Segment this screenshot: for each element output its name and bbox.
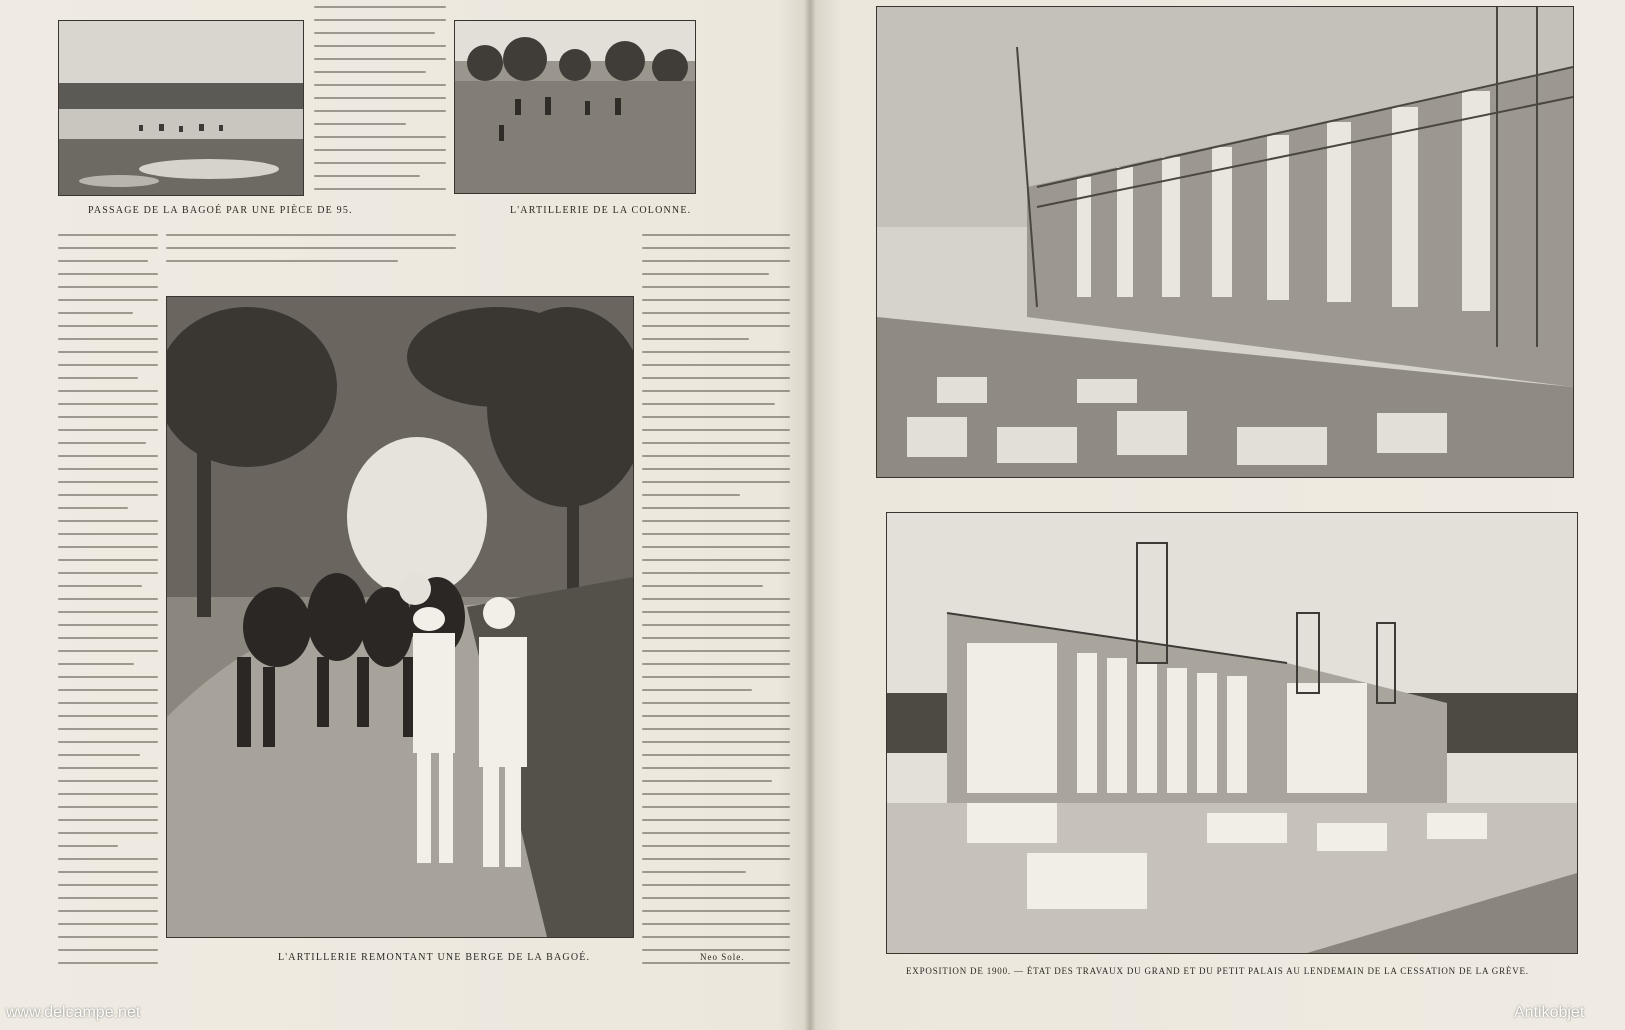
photo-river-crossing: [58, 20, 304, 196]
photo-petit-palais-construction: [886, 512, 1578, 954]
caption-artillery-riverbank: L'ARTILLERIE REMONTANT UNE BERGE DE LA BAGOÉ.: [278, 952, 591, 963]
photo-artillery-column: [454, 20, 696, 194]
book-gutter: [804, 0, 816, 1030]
text-column-top-middle: [314, 6, 446, 196]
watermark-antikobjet: Antikobjet: [1514, 1004, 1585, 1021]
article-signature: Neo Sole.: [700, 952, 745, 962]
caption-exposition-1900: EXPOSITION DE 1900. — ÉTAT DES TRAVAUX DU GRAND ET DU PETIT PALAIS AU LENDEMAIN DE LA CESSATION DE LA GRÈVE.: [906, 966, 1529, 976]
caption-river-crossing: PASSAGE DE LA BAGOÉ PAR UNE PIÈCE DE 95.: [88, 205, 353, 216]
text-block-top-wide: [166, 234, 456, 284]
photo-grand-palais-colonnade: [876, 6, 1574, 478]
caption-artillery-column: L'ARTILLERIE DE LA COLONNE.: [510, 205, 692, 216]
right-page: [810, 0, 1625, 1030]
text-block-left-intro: [58, 234, 158, 974]
photo-artillery-riverbank: [166, 296, 634, 938]
text-column-left-page-right: [642, 234, 790, 974]
left-page: [0, 0, 810, 1030]
watermark-delcampe: www.delcampe.net: [6, 1004, 141, 1021]
